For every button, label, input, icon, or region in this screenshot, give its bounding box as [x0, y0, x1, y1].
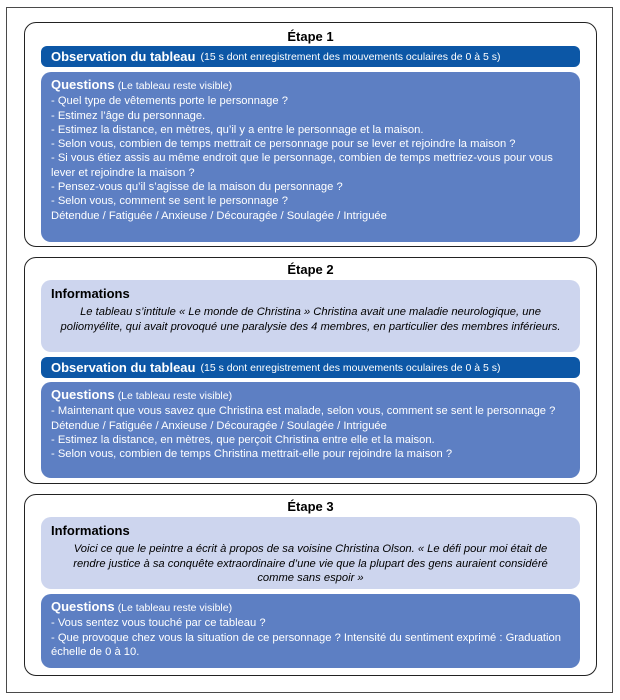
observation-detail: (15 s dont enregistrement des mouvements oculaires de 0 à 5 s): [200, 361, 501, 374]
step-3-panel: [24, 494, 597, 676]
step-1-questions-box: [41, 72, 580, 242]
question-line: - Quel type de vêtements porte le personnage ?: [51, 95, 288, 108]
question-line: - Estimez la distance, en mètres, que perçoit Christina entre elle et la maison.: [51, 433, 435, 446]
question-line: - Selon vous, combien de temps Christina mettrait-elle pour rejoindre la maison ?: [51, 448, 453, 461]
step-2-observation-bar: [41, 357, 580, 378]
observation-detail: (15 s dont enregistrement des mouvements oculaires de 0 à 5 s): [200, 50, 501, 63]
information-text: Voici ce que le peintre a écrit à propos de sa voisine Christina Olson. « Le défi pour moi était de rendre justice à sa conquête extraordinaire d’une vie que la plupart des gens auraient considéré comme sans espoir »: [73, 543, 548, 584]
step-2-information-box: [41, 280, 580, 352]
information-heading: Informations: [51, 286, 130, 301]
questions-note: (Le tableau reste visible): [117, 80, 233, 92]
question-line: - Estimez la distance, en mètres, qu’il y a entre le personnage et la maison.: [51, 123, 424, 136]
observation-heading: Observation du tableau: [51, 360, 196, 375]
answer-options: Détendue / Fatiguée / Anxieuse / Découragée / Soulagée / Intriguée: [51, 419, 387, 432]
step-3-information-box: [41, 517, 580, 589]
question-line: - Vous sentez vous touché par ce tableau ?: [51, 617, 266, 630]
question-line: - Selon vous, combien de temps mettrait ce personnage pour se lever et rejoindre la maison ?: [51, 138, 516, 151]
step-3-title: Étape 3: [287, 499, 334, 514]
questions-note: (Le tableau reste visible): [117, 390, 233, 402]
question-line: - Si vous étiez assis au même endroit que le personnage, combien de temps mettriez-vous pour vous lever et rejoindre la maison ?: [51, 152, 553, 179]
questions-heading: Questions: [51, 77, 115, 92]
question-line: - Selon vous, comment se sent le personnage ?: [51, 195, 288, 208]
information-heading: Informations: [51, 523, 130, 538]
question-line: - Que provoque chez vous la situation de ce personnage ? Intensité du sentiment exprimé : Graduation échelle de 0 à 10.: [51, 631, 561, 658]
step-1-panel: [24, 22, 597, 247]
information-text: Le tableau s’intitule « Le monde de Christina » Christina avait une maladie neurologique, une poliomyélite, qui avait provoqué une paralysie des 4 membres, en particulier des membres inférieurs.: [60, 306, 561, 333]
answer-options: Détendue / Fatiguée / Anxieuse / Découragée / Soulagée / Intriguée: [51, 209, 387, 222]
step-3-questions-box: [41, 594, 580, 668]
step-2-questions-box: [41, 382, 580, 478]
step-1-observation-bar: [41, 46, 580, 67]
step-1-title: Étape 1: [287, 29, 334, 44]
questions-heading: Questions: [51, 387, 115, 402]
questions-heading: Questions: [51, 599, 115, 614]
questions-note: (Le tableau reste visible): [117, 602, 233, 614]
question-line: - Pensez-vous qu’il s’agisse de la maison du personnage ?: [51, 181, 343, 194]
step-2-panel: [24, 257, 597, 484]
question-line: - Estimez l’âge du personnage.: [51, 109, 206, 122]
question-line: - Maintenant que vous savez que Christina est malade, selon vous, comment se sent le personnage ?: [51, 405, 556, 418]
step-2-title: Étape 2: [287, 262, 334, 277]
observation-heading: Observation du tableau: [51, 49, 196, 64]
